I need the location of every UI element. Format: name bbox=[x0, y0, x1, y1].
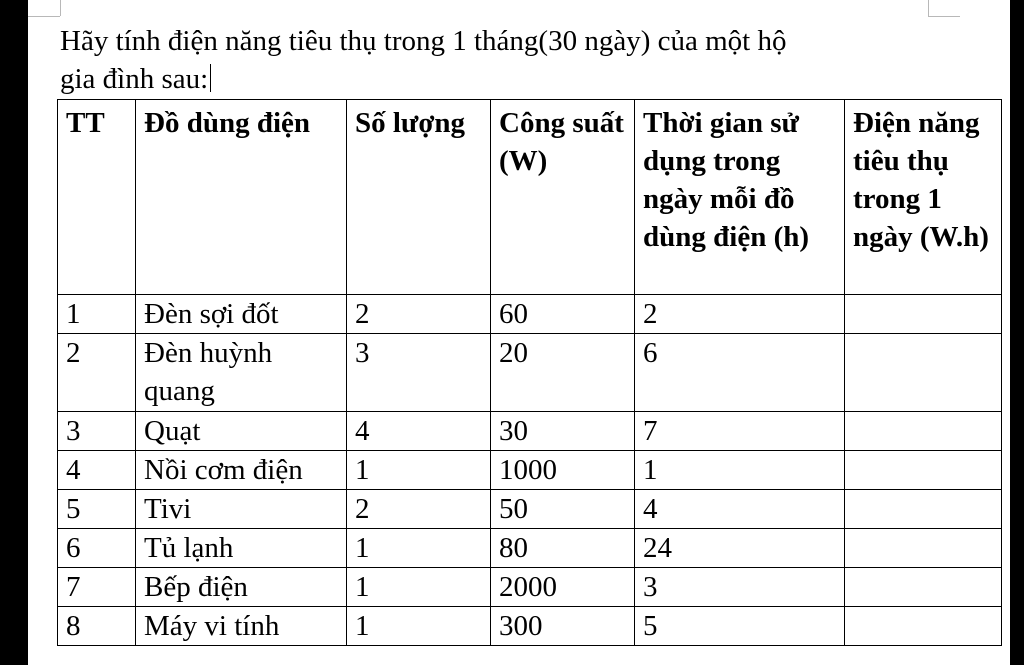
cell-tt[interactable]: 2 bbox=[58, 334, 136, 412]
cell-appliance[interactable]: Đèn huỳnh quang bbox=[136, 334, 347, 412]
header-tt[interactable]: TT bbox=[58, 100, 136, 295]
cell-energy[interactable] bbox=[845, 334, 1002, 412]
cell-power[interactable]: 1000 bbox=[491, 451, 635, 490]
cell-appliance[interactable]: Tủ lạnh bbox=[136, 529, 347, 568]
cell-tt[interactable]: 8 bbox=[58, 607, 136, 646]
cell-tt[interactable]: 5 bbox=[58, 490, 136, 529]
cell-power[interactable]: 60 bbox=[491, 295, 635, 334]
cell-tt[interactable]: 6 bbox=[58, 529, 136, 568]
cell-usage-time[interactable]: 24 bbox=[635, 529, 845, 568]
cell-power[interactable]: 20 bbox=[491, 334, 635, 412]
cell-power[interactable]: 2000 bbox=[491, 568, 635, 607]
cell-appliance[interactable]: Nồi cơm điện bbox=[136, 451, 347, 490]
cell-appliance[interactable]: Tivi bbox=[136, 490, 347, 529]
header-row bbox=[58, 100, 1002, 295]
document-page bbox=[28, 0, 1010, 665]
cell-quantity[interactable]: 3 bbox=[347, 334, 491, 412]
table-row bbox=[58, 412, 1002, 451]
table-row bbox=[58, 490, 1002, 529]
header-appliance[interactable]: Đồ dùng điện bbox=[136, 100, 347, 295]
cell-power[interactable]: 300 bbox=[491, 607, 635, 646]
heading-line-1: Hãy tính điện năng tiêu thụ trong 1 tháng(30 ngày) của một hộ bbox=[60, 25, 787, 57]
cell-quantity[interactable]: 2 bbox=[347, 490, 491, 529]
cell-usage-time[interactable]: 2 bbox=[635, 295, 845, 334]
header-power[interactable]: Công suất (W) bbox=[491, 100, 635, 295]
cell-quantity[interactable]: 1 bbox=[347, 451, 491, 490]
cell-tt[interactable]: 4 bbox=[58, 451, 136, 490]
table-row bbox=[58, 568, 1002, 607]
cell-energy[interactable] bbox=[845, 529, 1002, 568]
cell-appliance[interactable]: Quạt bbox=[136, 412, 347, 451]
cell-quantity[interactable]: 2 bbox=[347, 295, 491, 334]
cell-usage-time[interactable]: 1 bbox=[635, 451, 845, 490]
heading-line-2: gia đình sau: bbox=[60, 63, 209, 95]
cell-quantity[interactable]: 1 bbox=[347, 568, 491, 607]
appliance-table bbox=[57, 99, 1002, 646]
cell-energy[interactable] bbox=[845, 607, 1002, 646]
cell-quantity[interactable]: 4 bbox=[347, 412, 491, 451]
header-usage-time[interactable]: Thời gian sử dụng trong ngày mỗi đồ dùng điện (h) bbox=[635, 100, 845, 295]
table-row bbox=[58, 529, 1002, 568]
cell-power[interactable]: 30 bbox=[491, 412, 635, 451]
crop-mark-right-horizontal bbox=[928, 16, 960, 17]
cell-energy[interactable] bbox=[845, 451, 1002, 490]
cell-tt[interactable]: 7 bbox=[58, 568, 136, 607]
cell-tt[interactable]: 3 bbox=[58, 412, 136, 451]
cell-appliance[interactable]: Máy vi tính bbox=[136, 607, 347, 646]
cell-energy[interactable] bbox=[845, 490, 1002, 529]
cell-energy[interactable] bbox=[845, 412, 1002, 451]
crop-mark-left-vertical bbox=[60, 0, 61, 16]
cell-tt[interactable]: 1 bbox=[58, 295, 136, 334]
cell-usage-time[interactable]: 4 bbox=[635, 490, 845, 529]
cell-power[interactable]: 80 bbox=[491, 529, 635, 568]
cell-usage-time[interactable]: 3 bbox=[635, 568, 845, 607]
table-row bbox=[58, 295, 1002, 334]
cell-quantity[interactable]: 1 bbox=[347, 529, 491, 568]
cell-usage-time[interactable]: 6 bbox=[635, 334, 845, 412]
table-row bbox=[58, 451, 1002, 490]
cell-appliance[interactable]: Đèn sợi đốt bbox=[136, 295, 347, 334]
cell-appliance[interactable]: Bếp điện bbox=[136, 568, 347, 607]
header-quantity[interactable]: Số lượng bbox=[347, 100, 491, 295]
cell-energy[interactable] bbox=[845, 295, 1002, 334]
crop-mark-right-vertical bbox=[928, 0, 929, 16]
cell-power[interactable]: 50 bbox=[491, 490, 635, 529]
cell-quantity[interactable]: 1 bbox=[347, 607, 491, 646]
text-cursor bbox=[210, 64, 211, 92]
table-row bbox=[58, 334, 1002, 412]
crop-mark-left-horizontal bbox=[28, 16, 60, 17]
cell-usage-time[interactable]: 5 bbox=[635, 607, 845, 646]
question-heading[interactable] bbox=[60, 22, 980, 98]
cell-energy[interactable] bbox=[845, 568, 1002, 607]
table-row bbox=[58, 607, 1002, 646]
header-energy[interactable]: Điện năng tiêu thụ trong 1 ngày (W.h) bbox=[845, 100, 1002, 295]
cell-usage-time[interactable]: 7 bbox=[635, 412, 845, 451]
